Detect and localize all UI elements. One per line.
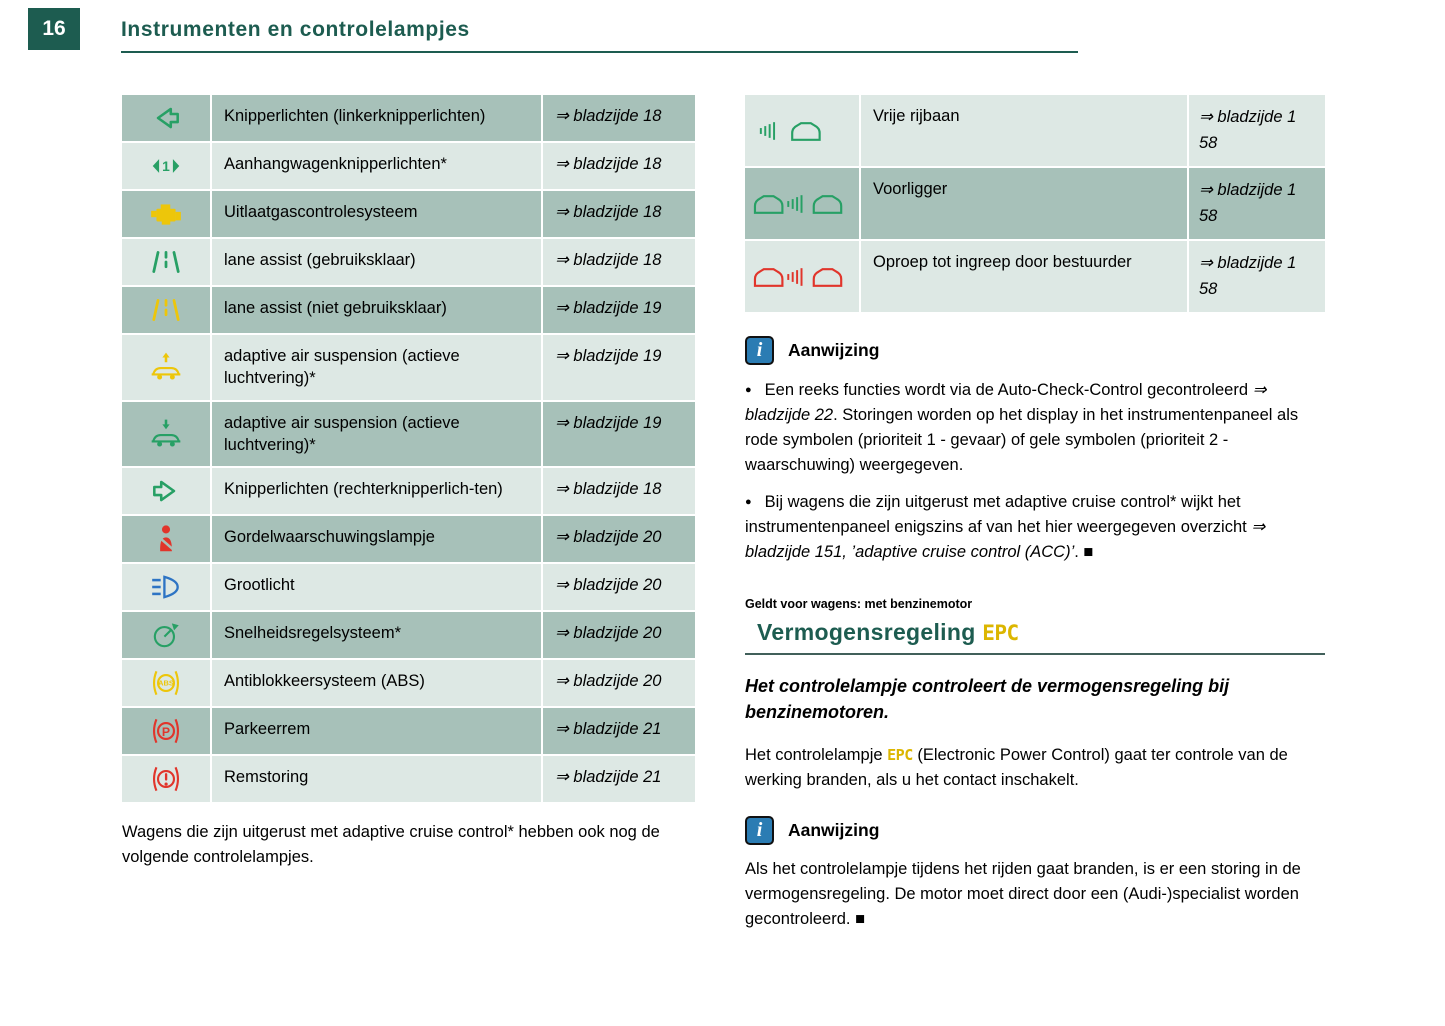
body-text-segment: (Electronic Power Control) gaat ter controle van de werking branden, als u het contact inschakelt. xyxy=(745,745,1288,789)
applicability-note: Geldt voor wagens: met benzinemotor xyxy=(745,596,973,611)
turn-signal-left-icon xyxy=(122,95,210,141)
table-row xyxy=(122,95,695,141)
abs-icon xyxy=(122,660,210,706)
brake-warning-icon xyxy=(122,756,210,802)
page-reference: ⇒ bladzijde 18 xyxy=(555,203,662,221)
note-title: Aanwijzing xyxy=(788,340,880,361)
note-section-epc xyxy=(745,816,1325,931)
table-row xyxy=(745,168,1325,239)
indicator-label: adaptive air suspension (actieve luchtvering)* xyxy=(210,402,543,467)
note-bullet-1 xyxy=(745,378,1325,477)
svg-text:1: 1 xyxy=(162,157,170,174)
table-row xyxy=(122,335,695,400)
acc-driver-intervention-icon xyxy=(745,241,859,312)
indicator-label: Knipperlichten (linkerknipperlichten) xyxy=(210,95,543,141)
page-reference: ⇒ bladzijde 1 58 xyxy=(1199,254,1297,298)
note-bullet-2 xyxy=(745,490,1325,564)
note-section-autocheck xyxy=(745,336,1325,564)
table-row xyxy=(122,287,695,333)
page-reference: ⇒ bladzijde 18 xyxy=(555,251,662,269)
note-header xyxy=(745,336,1325,365)
page-title: Instrumenten en controlelampjes xyxy=(121,18,470,41)
page-reference: ⇒ bladzijde 21 xyxy=(555,720,662,739)
table-row xyxy=(122,756,695,802)
indicator-label: Vrije rijbaan xyxy=(859,95,1189,166)
indicator-label: Voorligger xyxy=(859,168,1189,239)
title-rule xyxy=(121,51,1078,53)
indicator-label: Aanhangwagenknipperlichten* xyxy=(210,143,543,189)
page-reference: ⇒ bladzijde 19 xyxy=(555,299,662,317)
page-reference: ⇒ bladzijde 20 xyxy=(555,576,662,595)
page-reference: ⇒ bladzijde 18 xyxy=(555,155,662,173)
note-text-segment: Bij wagens die zijn uitgerust met adaptive cruise control* wijkt het instrumentenpaneel enigszins af van het hier weergegeven overzicht xyxy=(745,493,1252,537)
page-reference: ⇒ bladzijde 18 xyxy=(555,107,662,125)
section-body xyxy=(745,743,1325,793)
note-text-segment: Een reeks functies wordt via de Auto-Check-Control gecontroleerd xyxy=(764,381,1253,400)
parking-brake-icon xyxy=(122,708,210,754)
lane-assist-icon xyxy=(122,287,210,333)
page-reference: ⇒ bladzijde 20 xyxy=(555,528,662,547)
bullet-icon: ● xyxy=(745,384,752,397)
indicator-label: Gordelwaarschuwingslampje xyxy=(210,516,543,562)
epc-indicator: EPC xyxy=(887,745,913,764)
page-reference: ⇒ bladzijde 1 58 xyxy=(1199,181,1297,225)
warning-lights-table xyxy=(122,95,695,802)
note-text-segment: . ■ xyxy=(1074,542,1094,561)
indicator-label: Grootlicht xyxy=(210,564,543,610)
info-icon: i xyxy=(745,336,774,365)
lane-assist-icon xyxy=(122,239,210,285)
indicator-label: Uitlaatgascontrolesysteem xyxy=(210,191,543,237)
page-reference: ⇒ bladzijde 21 xyxy=(555,768,662,787)
table-row xyxy=(122,239,695,285)
right-column xyxy=(745,95,1325,932)
section-intro: Het controlelampje controleert de vermogensregeling bij benzinemotoren. xyxy=(745,675,1230,722)
table-row xyxy=(122,516,695,562)
engine-icon xyxy=(122,191,210,237)
page-reference: ⇒ bladzijde 19 xyxy=(555,413,662,432)
indicator-label: Remstoring xyxy=(210,756,543,802)
page-reference: ⇒ bladzijde 19 xyxy=(555,347,662,365)
indicator-label: Oproep tot ingreep door bestuurder xyxy=(859,241,1189,312)
page-reference: ⇒ bladzijde 20 xyxy=(555,672,662,691)
indicator-label: Parkeerrem xyxy=(210,708,543,754)
page-reference: ⇒ bladzijde 151, ’adaptive cruise control (ACC)’ xyxy=(745,518,1266,561)
table-footnote: Wagens die zijn uitgerust met adaptive cruise control* hebben ook nog de volgende controlelampjes. xyxy=(122,823,660,866)
indicator-label: adaptive air suspension (actieve luchtvering)* xyxy=(210,335,543,400)
table-row xyxy=(745,95,1325,166)
page-number: 16 xyxy=(28,8,80,50)
table-row xyxy=(122,402,695,467)
indicator-label: lane assist (gebruiksklaar) xyxy=(210,239,543,285)
turn-signal-right-icon xyxy=(122,468,210,514)
table-row xyxy=(745,241,1325,312)
epc-indicator: EPC xyxy=(982,620,1019,645)
note-title: Aanwijzing xyxy=(788,820,880,841)
cruise-control-icon xyxy=(122,612,210,658)
table-row xyxy=(122,660,695,706)
air-suspension-up-icon xyxy=(122,335,210,400)
page-reference: ⇒ bladzijde 1 58 xyxy=(1199,108,1297,152)
page-reference: ⇒ bladzijde 22 xyxy=(745,381,1267,425)
page-reference: ⇒ bladzijde 18 xyxy=(555,480,662,499)
acc-free-lane-icon xyxy=(745,95,859,166)
left-column xyxy=(122,95,695,870)
section-heading xyxy=(757,619,1325,646)
indicator-label: lane assist (niet gebruiksklaar) xyxy=(210,287,543,333)
bullet-icon: ● xyxy=(745,496,752,509)
note-text: Als het controlelampje tijdens het rijden gaat branden, is er een storing in de vermogensregeling. De motor moet direct door een (Audi-)specialist worden gecontroleerd. ■ xyxy=(745,860,1301,928)
svg-text:ABS: ABS xyxy=(158,678,174,688)
seatbelt-icon xyxy=(122,516,210,562)
note-text-segment: . Storingen worden op het display in het instrumentenpaneel als rode symbolen (prioriteit 1 - gevaar) of gele symbolen (prioriteit 2 - waarschuwing) weergegeven. xyxy=(745,406,1299,474)
table-row xyxy=(122,468,695,514)
table-row xyxy=(122,143,695,189)
info-icon: i xyxy=(745,816,774,845)
svg-text:P: P xyxy=(161,724,171,739)
acc-vehicle-ahead-icon xyxy=(745,168,859,239)
high-beam-icon xyxy=(122,564,210,610)
heading-rule xyxy=(745,653,1325,655)
note-header xyxy=(745,816,1325,845)
air-suspension-down-icon xyxy=(122,402,210,467)
indicator-label: Knipperlichten (rechterknipperlich-ten) xyxy=(210,468,543,514)
indicator-label: Antiblokkeersysteem (ABS) xyxy=(210,660,543,706)
table-row xyxy=(122,612,695,658)
acc-lights-table xyxy=(745,95,1325,312)
table-row xyxy=(122,564,695,610)
indicator-label: Snelheidsregelsysteem* xyxy=(210,612,543,658)
page-reference: ⇒ bladzijde 20 xyxy=(555,624,662,643)
trailer-turn-signal-icon xyxy=(122,143,210,189)
body-text-segment: Het controlelampje xyxy=(745,745,888,764)
section-heading-text: Vermogensregeling xyxy=(757,618,976,645)
table-row xyxy=(122,191,695,237)
table-row xyxy=(122,708,695,754)
